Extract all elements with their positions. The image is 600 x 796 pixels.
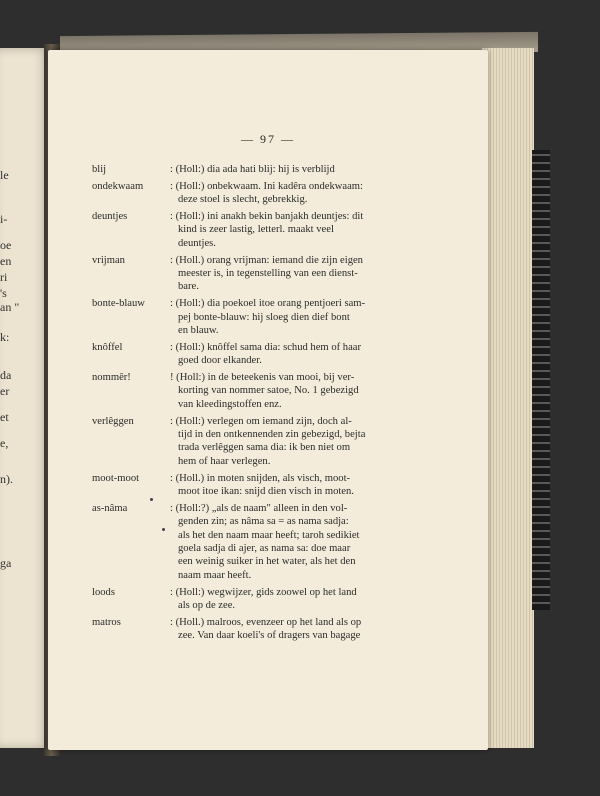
left-fragment: ri xyxy=(0,270,8,284)
definition-line: deze stoel is slecht, gebrekkig. xyxy=(178,194,308,206)
definition-line: deuntjes. xyxy=(178,237,216,249)
speck xyxy=(162,528,165,531)
definition-line: : (Holl:) ini anakh bekin banjakh deuntjes: dit xyxy=(170,211,364,222)
entry-definition xyxy=(170,210,442,250)
left-facing-page xyxy=(0,48,50,748)
dictionary-entry xyxy=(92,616,442,643)
definition-line: : (Holl.) malroos, evenzeer op het land als op xyxy=(170,616,362,628)
entry-definition xyxy=(170,341,442,368)
entry-term: loods xyxy=(92,586,115,598)
left-fragment: 's xyxy=(0,286,7,300)
book-page xyxy=(48,50,488,750)
definition-line: meester is, in tegenstelling van een dienst- xyxy=(178,268,358,280)
definition-line: : (Holl:) wegwijzer, gids zoowel op het land xyxy=(170,586,357,598)
entry-definition xyxy=(170,297,442,337)
definition-line: : (Holl:) onbekwaam. Ini kadêra ondekwaam: xyxy=(170,180,363,192)
left-fragment: le xyxy=(0,168,9,182)
definition-line: : (Holl:?) „als de naam" alleen in den vol- xyxy=(170,502,348,514)
dictionary-entry xyxy=(92,163,442,176)
definition-line: trada verlêggen sama dia: ik ben niet om xyxy=(178,442,351,454)
dictionary-entries xyxy=(92,163,442,646)
definition-line: kind is zeer lastig, letterl. maakt veel xyxy=(178,224,334,236)
left-fragment: e, xyxy=(0,436,9,450)
entry-term: deuntjes xyxy=(92,211,128,222)
dictionary-entry xyxy=(92,415,442,469)
entry-term: knôffel xyxy=(92,341,123,353)
entry-definition xyxy=(170,163,442,176)
entry-definition xyxy=(170,180,442,207)
entry-term: as-nâma xyxy=(92,502,128,514)
entry-term: moot-moot xyxy=(92,472,140,484)
definition-line: van kleedingstoffen enz. xyxy=(178,398,282,410)
definition-line: : (Holl:) dia ada hati blij: hij is verblijd xyxy=(170,164,335,175)
definition-line: hem of haar verlegen. xyxy=(178,455,271,467)
left-fragment: oe xyxy=(0,238,12,252)
entry-definition xyxy=(170,586,442,613)
page-number: — 97 — xyxy=(241,132,295,146)
left-fragment: er xyxy=(0,384,10,398)
dictionary-entry xyxy=(92,254,442,294)
dictionary-entry xyxy=(92,586,442,613)
left-fragment: et xyxy=(0,410,9,424)
entry-term: matros xyxy=(92,616,121,628)
definition-line: korting van nommer satoe, No. 1 gebezigd xyxy=(178,385,359,397)
entry-definition xyxy=(170,502,442,582)
entry-definition xyxy=(170,616,442,643)
entry-term: vrijman xyxy=(92,254,125,266)
definition-line: pej bonte-blauw: hij sloeg dien dief bont xyxy=(178,311,350,323)
definition-line: goela sadja di ajer, as nama sa: doe maar xyxy=(178,543,351,555)
entry-definition xyxy=(170,371,442,411)
left-fragment: an " xyxy=(0,300,20,314)
dictionary-entry xyxy=(92,341,442,368)
entry-term: blij xyxy=(92,164,107,175)
entry-definition xyxy=(170,472,442,499)
definition-line: bare. xyxy=(178,281,199,293)
definition-line: : (Holl.) orang vrijman: iemand die zijn eigen xyxy=(170,254,363,266)
definition-line: : (Holl.) in moten snijden, als visch, moot- xyxy=(170,472,351,484)
dictionary-entry xyxy=(92,371,442,411)
definition-line: genden zin; as nâma sa = as nama sadja: xyxy=(178,516,349,528)
left-fragment: i- xyxy=(0,212,8,226)
dictionary-entry xyxy=(92,297,442,337)
marbled-cover-edge xyxy=(532,150,550,610)
entry-term: verlêggen xyxy=(92,415,134,427)
definition-line: moot itoe ikan: snijd dien visch in moten. xyxy=(178,486,354,498)
left-fragment: da xyxy=(0,368,12,382)
dictionary-entry xyxy=(92,210,442,250)
dictionary-entry xyxy=(92,502,442,582)
definition-line: als het den naam maar heeft; taroh sedikiet xyxy=(178,529,360,541)
left-fragment: ga xyxy=(0,556,12,570)
definition-line: : (Holl:) knôffel sama dia: schud hem of haar xyxy=(170,341,362,353)
speck xyxy=(150,498,153,501)
definition-line: : (Holl:) dia poekoel itoe orang pentjoeri sam- xyxy=(170,298,366,310)
entry-term: nommêr! xyxy=(92,372,131,384)
entry-definition xyxy=(170,254,442,294)
entry-term: ondekwaam xyxy=(92,180,144,192)
definition-line: als op de zee. xyxy=(178,600,236,612)
definition-line: en blauw. xyxy=(178,325,219,337)
definition-line: naam maar heeft. xyxy=(178,569,252,581)
entry-definition xyxy=(170,415,442,469)
left-fragment: n). xyxy=(0,472,13,486)
entry-term: bonte-blauw xyxy=(92,298,145,310)
dictionary-entry xyxy=(92,472,442,499)
definition-line: goed door elkander. xyxy=(178,355,262,367)
definition-line: tijd in den ontkennenden zin gebezigd, bejta xyxy=(178,429,366,441)
definition-line: een weinig suiker in het water, als het den xyxy=(178,556,356,568)
definition-line: : (Holl:) verlegen om iemand zijn, doch al- xyxy=(170,415,352,427)
page-edges xyxy=(482,48,534,748)
definition-line: zee. Van daar koeli's of dragers van bagage xyxy=(178,630,361,642)
left-fragment: en xyxy=(0,254,12,268)
definition-line: ! (Holl:) in de beteekenis van mooi, bij ver- xyxy=(170,372,355,384)
dictionary-entry xyxy=(92,180,442,207)
left-fragment: k: xyxy=(0,330,10,344)
